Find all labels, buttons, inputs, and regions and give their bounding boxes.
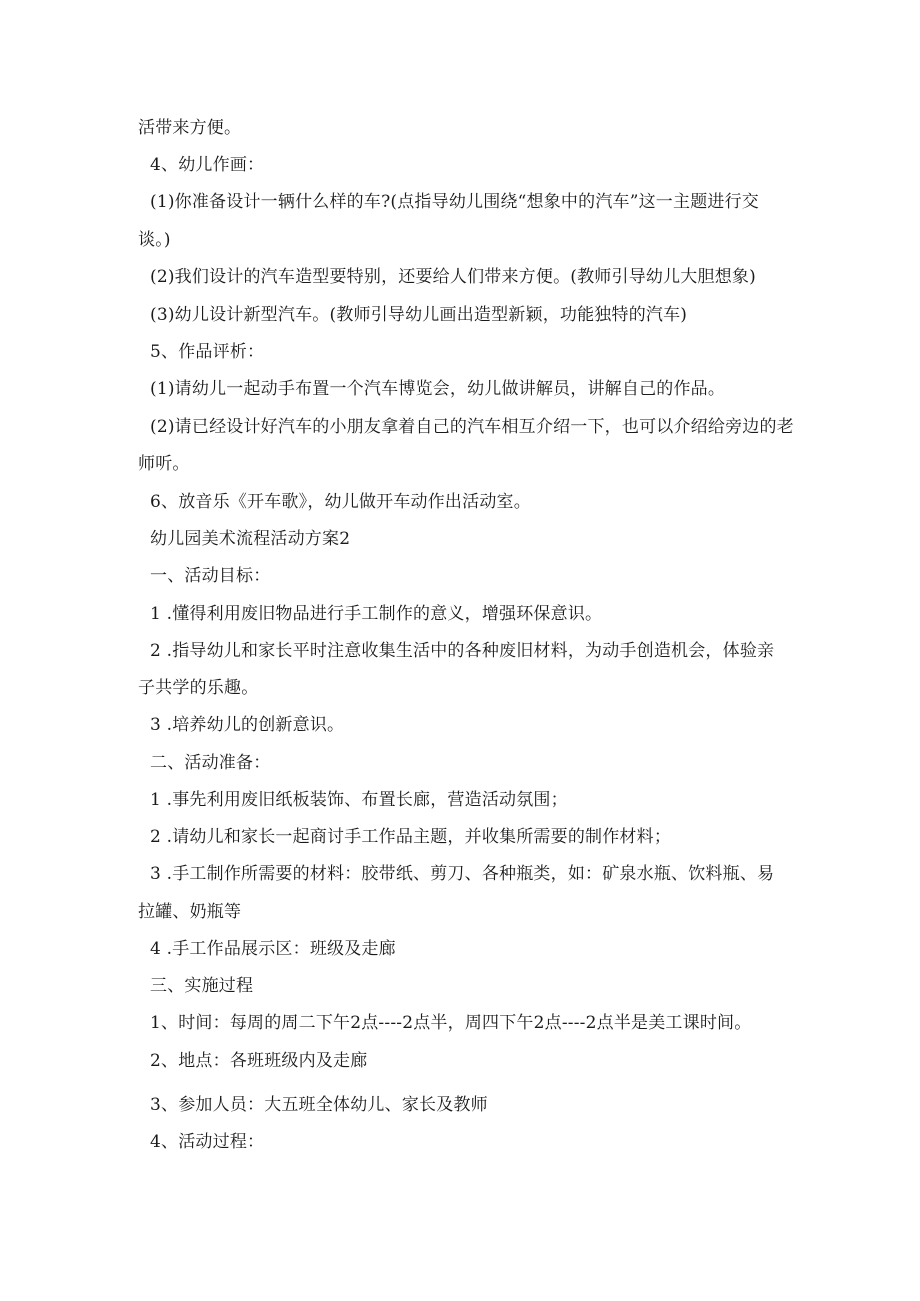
list-item: 3 .培养幼儿的创新意识。 bbox=[150, 715, 345, 735]
text-line: 活带来方便。 bbox=[138, 118, 242, 138]
list-item: 2 .指导幼儿和家长平时注意收集生活中的各种废旧材料，为动手创造机会，体验亲 bbox=[150, 641, 775, 661]
list-item: 3、参加人员：大五班全体幼儿、家长及教师 bbox=[150, 1095, 488, 1115]
text-line: 谈。) bbox=[138, 230, 171, 250]
section-heading: 三、实施过程 bbox=[150, 976, 254, 996]
list-item: 4、活动过程： bbox=[150, 1132, 265, 1152]
list-item: 4 .手工作品展示区：班级及走廊 bbox=[150, 939, 396, 959]
text-line: 6、放音乐《开车歌》，幼儿做开车动作出活动室。 bbox=[150, 492, 531, 512]
section-heading: 一、活动目标： bbox=[150, 566, 271, 586]
list-item: 1、时间：每周的周二下午2点----2点半，周四下午2点----2点半是美工课时间。 bbox=[150, 1013, 752, 1033]
list-item: 2、地点：各班班级内及走廊 bbox=[150, 1051, 368, 1071]
section-heading: 4、幼儿作画： bbox=[150, 155, 265, 175]
text-line: (1)你准备设计一辆什么样的车?(点指导幼儿围绕“想象中的汽车”这一主题进行交 bbox=[150, 192, 760, 212]
text-line: (3)幼儿设计新型汽车。(教师引导幼儿画出造型新颖，功能独特的汽车) bbox=[150, 305, 688, 325]
list-item: 2 .请幼儿和家长一起商讨手工作品主题，并收集所需要的制作材料； bbox=[150, 827, 672, 847]
list-item: 3 .手工制作所需要的材料：胶带纸、剪刀、各种瓶类，如：矿泉水瓶、饮料瓶、易 bbox=[150, 864, 775, 884]
text-line: (2)请已经设计好汽车的小朋友拿着自己的汽车相互介绍一下，也可以介绍给旁边的老 bbox=[150, 417, 794, 437]
text-line: (2)我们设计的汽车造型要特别，还要给人们带来方便。(教师引导幼儿大胆想象) bbox=[150, 267, 756, 287]
list-item: 1 .事先利用废旧纸板装饰、布置长廊，营造活动氛围； bbox=[150, 790, 568, 810]
text-line: 子共学的乐趣。 bbox=[138, 678, 259, 698]
document-title: 幼儿园美术流程活动方案2 bbox=[150, 529, 351, 549]
text-line: 拉罐、奶瓶等 bbox=[138, 902, 242, 922]
list-item: 1 .懂得利用废旧物品进行手工制作的意义，增强环保意识。 bbox=[150, 604, 603, 624]
text-line: 师听。 bbox=[138, 454, 190, 474]
section-heading: 二、活动准备： bbox=[150, 753, 271, 773]
text-line: (1)请幼儿一起动手布置一个汽车博览会，幼儿做讲解员，讲解自己的作品。 bbox=[150, 379, 726, 399]
section-heading: 5、作品评析： bbox=[150, 342, 265, 362]
